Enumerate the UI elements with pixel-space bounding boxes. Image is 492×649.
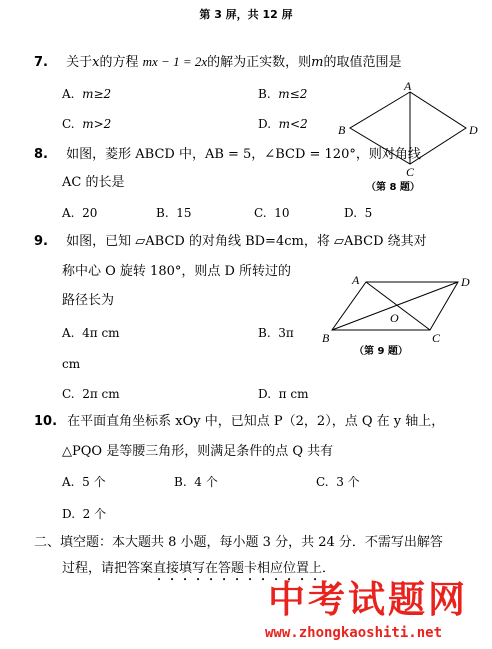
parallelogram-figure bbox=[318, 272, 490, 360]
question-9-number: 9. bbox=[34, 234, 48, 249]
watermark-logo: 中考试题网 bbox=[268, 578, 468, 621]
q8-option-c: C. 10 bbox=[254, 206, 290, 220]
q9-option-d: D. π cm bbox=[258, 387, 309, 401]
watermark-url: www.zhongkaoshiti.net bbox=[265, 625, 443, 641]
question-10-line2: △PQO 是等腰三角形，则满足条件的点 Q 共有 bbox=[62, 444, 334, 459]
vertex-a-label: A bbox=[404, 80, 412, 93]
page-header bbox=[0, 6, 492, 22]
q9-option-a: A. 4π cm bbox=[62, 326, 120, 340]
q7-option-d: D. m<2 bbox=[258, 117, 308, 131]
section-2-line2: 过程，请把答案直接填写在答题卡相应位置上． bbox=[62, 561, 336, 576]
question-7-number: 7. bbox=[34, 55, 48, 70]
page-label: 第 3 屏，共 12 屏 bbox=[199, 8, 293, 21]
question-10-number: 10. bbox=[34, 414, 58, 429]
vertex-c-label: C bbox=[406, 165, 415, 179]
q7-option-a: A. m≥2 bbox=[62, 87, 112, 101]
question-8-number: 8. bbox=[34, 147, 48, 162]
figure-9-caption: （第 9 题） bbox=[354, 346, 408, 357]
q8-option-a: A. 20 bbox=[62, 206, 98, 220]
section-2-heading: 二、填空题：本大题共 8 小题，每小题 3 分，共 24 分．不需写出解答 bbox=[34, 535, 443, 550]
vertex-b-label: B bbox=[322, 331, 330, 345]
question-10-line1: 10. 在平面直角坐标系 xOy 中，已知点 P（2，2），点 Q 在 y 轴上， bbox=[34, 414, 445, 429]
vertex-c-label: C bbox=[432, 331, 441, 345]
q7-option-c: C. m>2 bbox=[62, 117, 112, 131]
vertex-a-label: A bbox=[352, 273, 360, 287]
emphasized-instruction: 直接填写在答题卡相应位置上 bbox=[153, 561, 323, 576]
vertex-d-label: D bbox=[469, 123, 478, 137]
q10-option-a: A. 5 个 bbox=[62, 475, 106, 489]
q9-option-b-unit: cm bbox=[62, 357, 81, 371]
question-8-line1: 8. 如图，菱形 ABCD 中，AB = 5，∠BCD = 120°，则对角线 bbox=[34, 147, 421, 162]
vertex-d-label: D bbox=[461, 275, 470, 289]
q7-option-b: B. m≤2 bbox=[258, 87, 308, 101]
q10-option-d: D. 2 个 bbox=[62, 507, 107, 521]
q9-option-c: C. 2π cm bbox=[62, 387, 120, 401]
q10-option-b: B. 4 个 bbox=[174, 475, 218, 489]
question-9-line3: 路径长为 bbox=[62, 293, 115, 308]
question-9-line1: 9. 如图，已知 ▱ABCD 的对角线 BD=4cm，将 ▱ABCD 绕其对 bbox=[34, 234, 427, 249]
question-8-line2: AC 的长是 bbox=[62, 175, 125, 190]
center-o-label: O bbox=[390, 311, 399, 325]
rhombus-figure bbox=[330, 80, 490, 198]
vertex-b-label: B bbox=[338, 123, 346, 137]
q9-option-b: B. 3π bbox=[258, 326, 294, 340]
question-7-stem: 7. 关于x的方程 mx − 1 = 2x的解为正实数，则m的取值范围是 bbox=[34, 54, 402, 70]
q10-option-c: C. 3 个 bbox=[316, 475, 360, 489]
figure-8-caption: （第 8 题） bbox=[366, 182, 420, 193]
equation: mx − 1 = 2x bbox=[142, 54, 208, 69]
q8-option-d: D. 5 bbox=[344, 206, 373, 220]
question-9-line2: 称中心 O 旋转 180°，则点 D 所转过的 bbox=[62, 264, 292, 279]
q8-option-b: B. 15 bbox=[156, 206, 192, 220]
